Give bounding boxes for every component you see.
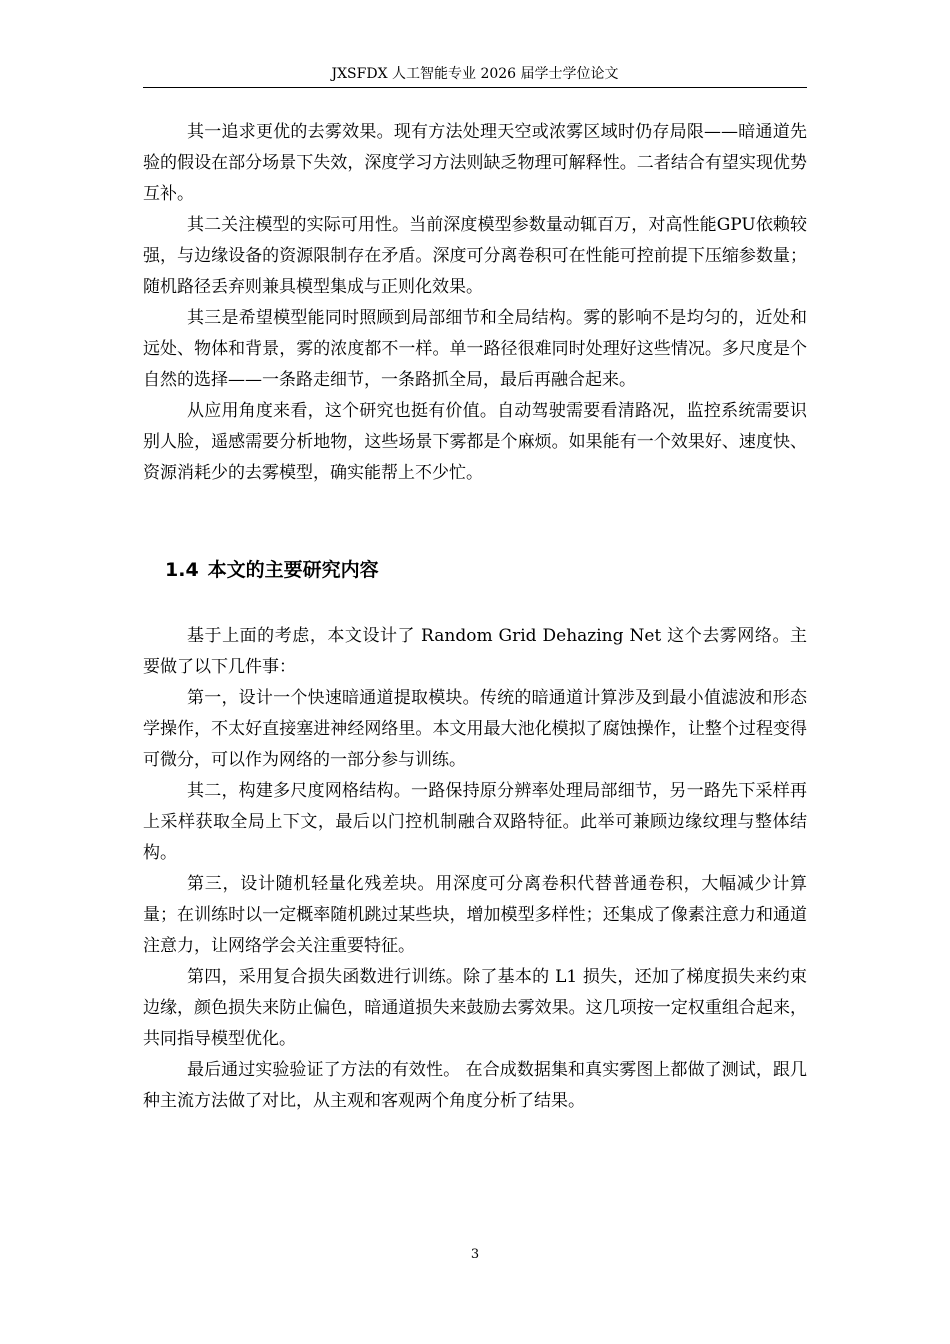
paragraph-contribution-four: 第四，采用复合损失函数进行训练。除了基本的 L1 损失，还加了梯度损失来约束边缘，颜色损失来防止偏色，暗通道损失来鼓励去雾效果。这几项按一定权重组合起来，共同指导模型优化。 [143,967,807,1049]
running-header: JXSFDX 人工智能专业 2026 届学士学位论文 [331,66,619,82]
section-title: 本文的主要研究内容 [207,559,379,581]
paragraph-application-value: 从应用角度来看，这个研究也挺有价值。自动驾驶需要看清路况，监控系统需要识别人脸，遥感需要分析地物，这些场景下雾都是个麻烦。如果能有一个效果好、速度快、资源消耗少的去雾模型，确实能帮上不少忙。 [143,401,807,483]
paragraph-overview: 基于上面的考虑，本文设计了 Random Grid Dehazing Net 这个去雾网络。主要做了以下几件事： [143,626,807,677]
paragraph-goal-two: 其二关注模型的实际可用性。当前深度模型参数量动辄百万，对高性能GPU依赖较强，与边缘设备的资源限制存在矛盾。深度可分离卷积可在性能可控前提下压缩参数量；随机路径丢弃则兼具模型集成与正则化效果。 [143,215,807,297]
paragraph-contribution-one: 第一，设计一个快速暗通道提取模块。传统的暗通道计算涉及到最小值滤波和形态学操作，不太好直接塞进神经网络里。本文用最大池化模拟了腐蚀操作，让整个过程变得可微分，可以作为网络的一部分参与训练。 [143,688,807,770]
paragraph-goal-one: 其一追求更优的去雾效果。现有方法处理天空或浓雾区域时仍存局限——暗通道先验的假设在部分场景下失效，深度学习方法则缺乏物理可解释性。二者结合有望实现优势互补。 [143,122,807,204]
motivation-text-block [143,117,807,489]
research-content-text-block [143,621,807,1117]
header-rule [143,87,807,88]
section-number: 1.4 [165,559,199,581]
paragraph-contribution-two: 其二，构建多尺度网格结构。一路保持原分辨率处理局部细节，另一路先下采样再上采样获取全局上下文，最后以门控机制融合双路特征。此举可兼顾边缘纹理与整体结构。 [143,781,807,863]
page-number: 3 [470,1247,480,1262]
paragraph-contribution-three: 第三，设计随机轻量化残差块。用深度可分离卷积代替普通卷积，大幅减少计算量；在训练时以一定概率随机跳过某些块，增加模型多样性；还集成了像素注意力和通道注意力，让网络学会关注重要特征。 [143,874,807,956]
section-heading [165,555,379,585]
paragraph-goal-three: 其三是希望模型能同时照顾到局部细节和全局结构。雾的影响不是均匀的，近处和远处、物体和背景，雾的浓度都不一样。单一路径很难同时处理好这些情况。多尺度是个自然的选择——一条路走细节，一条路抓全局，最后再融合起来。 [143,308,807,390]
paragraph-validation: 最后通过实验验证了方法的有效性。 在合成数据集和真实雾图上都做了测试，跟几种主流方法做了对比，从主观和客观两个角度分析了结果。 [143,1060,807,1111]
